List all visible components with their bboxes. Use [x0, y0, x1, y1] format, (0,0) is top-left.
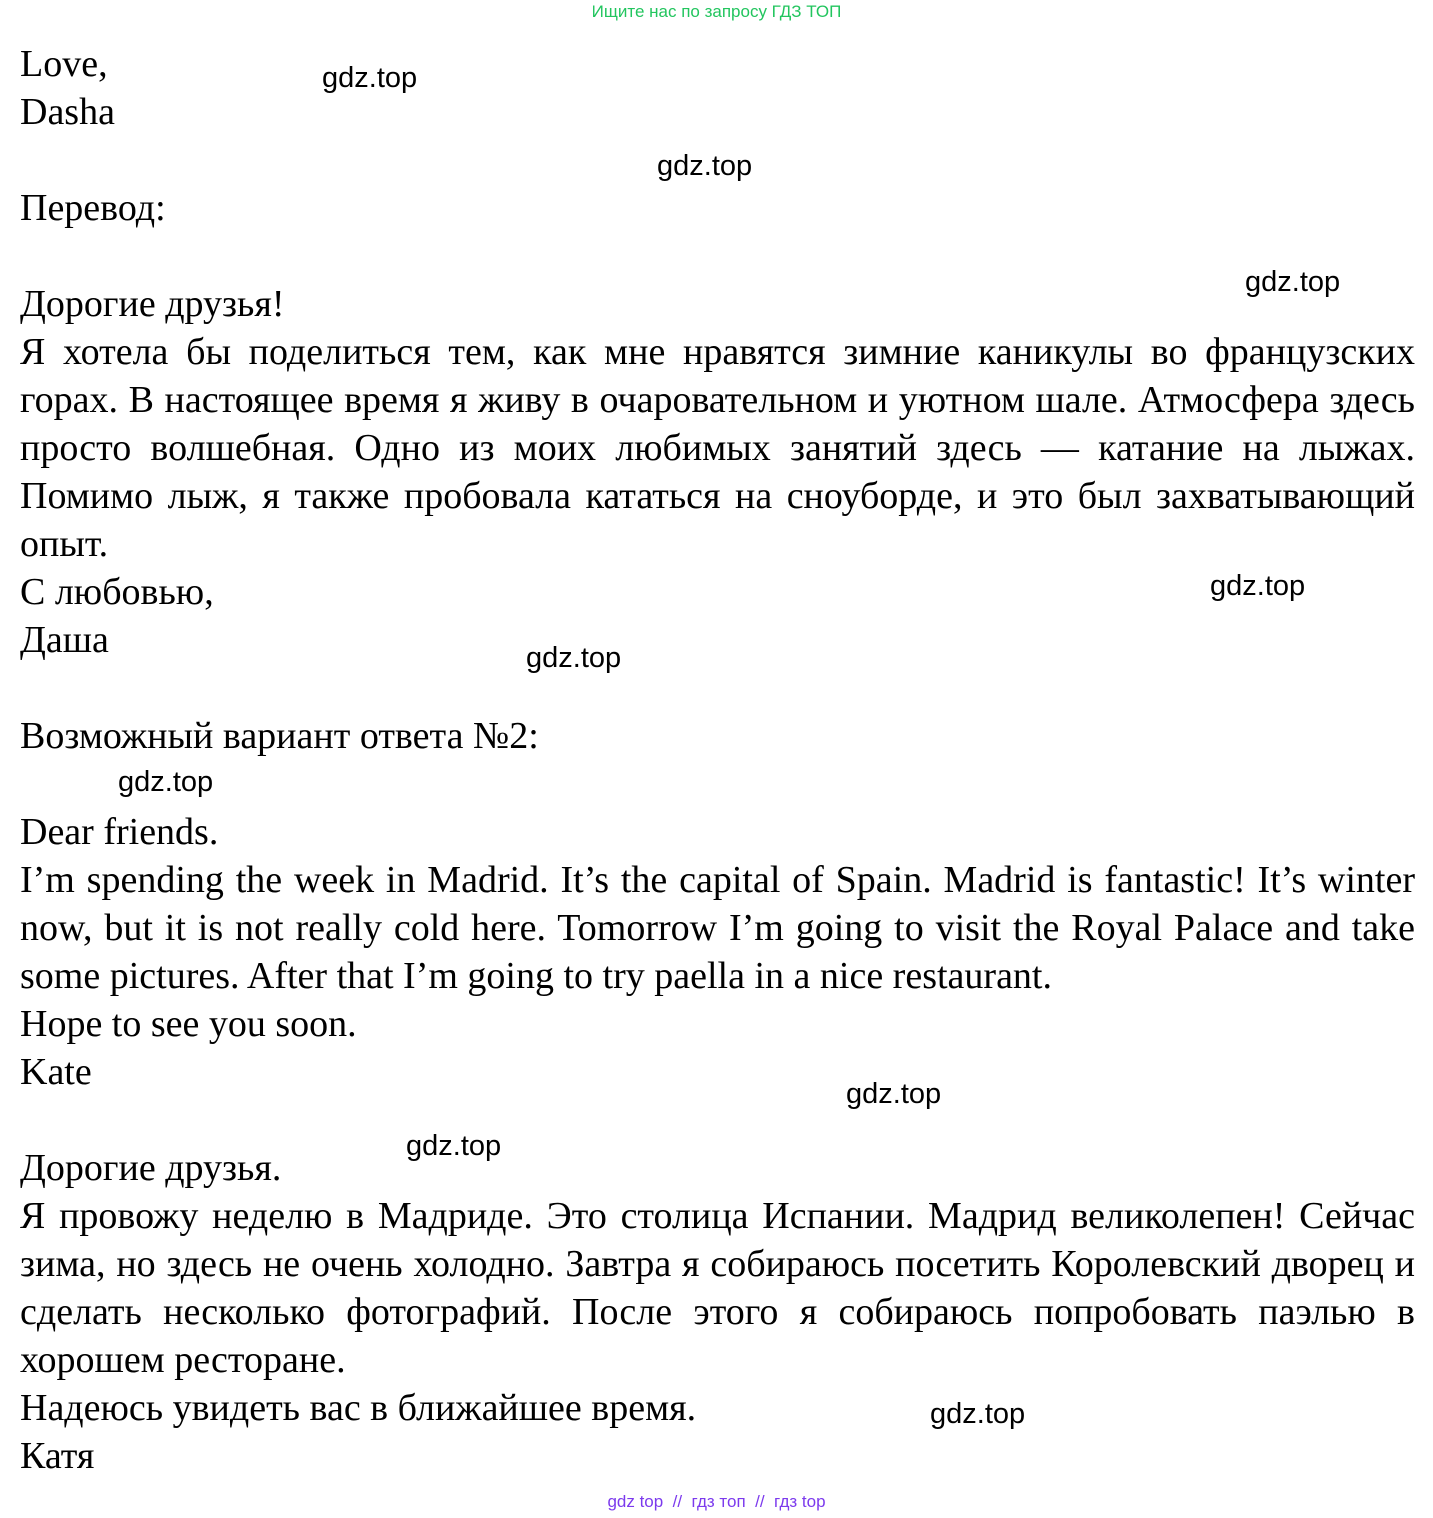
answer2-greeting: Dear friends.	[20, 811, 219, 853]
watermark: gdz.top	[322, 62, 418, 94]
answer2-signature: Kate	[20, 1051, 92, 1093]
answer2-closing: Hope to see you soon.	[20, 1003, 357, 1045]
translation2-closing: Надеюсь увидеть вас в ближайшее время.	[20, 1387, 697, 1429]
translation-signature: Даша	[20, 619, 109, 661]
answer2-heading: Возможный вариант ответа №2:	[20, 715, 539, 757]
translation-closing: С любовью,	[20, 571, 214, 613]
watermark: gdz.top	[1245, 266, 1341, 298]
watermark: gdz.top	[406, 1130, 502, 1162]
top-banner[interactable]: Ищите нас по запросу ГДЗ ТОП	[591, 2, 842, 21]
watermark: gdz.top	[657, 150, 753, 182]
translation-greeting: Дорогие друзья!	[20, 283, 285, 325]
answer2-body: I’m spending the week in Madrid. It’s the capital of Spain. Madrid is fantastic! It’s winter now, but it is not really cold here. Tomorrow I’m going to visit the Royal Palace and take some pictures. After that I’m going to try paella in a nice restaurant.	[20, 859, 1415, 997]
spacer	[20, 1096, 1415, 1144]
watermark: gdz.top	[526, 642, 622, 674]
watermark: gdz.top	[846, 1078, 942, 1110]
watermark: gdz.top	[930, 1398, 1026, 1430]
translation2-greeting: Дорогие друзья.	[20, 1147, 282, 1189]
bottom-footer[interactable]: gdz top // гдз топ // гдз top	[607, 1492, 826, 1511]
translation-heading: Перевод:	[20, 187, 166, 229]
spacer	[20, 232, 1415, 280]
letter-signature-en: Dasha	[20, 91, 115, 133]
document-body	[20, 40, 1415, 1480]
letter-closing-en: Love,	[20, 43, 108, 85]
translation-body: Я хотела бы поделиться тем, как мне нравятся зимние каникулы во французских горах. В настоящее время я живу в очаровательном и уютном шале. Атмосфера здесь просто волшебная. Одно из моих любимых занятий здесь — катание на лыжах. Помимо лыж, я также пробовала кататься на сноуборде, и это был захватывающий опыт.	[20, 331, 1415, 565]
translation2-signature: Катя	[20, 1435, 95, 1477]
watermark: gdz.top	[118, 766, 214, 798]
watermark: gdz.top	[1210, 570, 1306, 602]
spacer	[20, 664, 1415, 712]
spacer	[20, 760, 1415, 808]
translation2-body: Я провожу неделю в Мадриде. Это столица Испании. Мадрид великолепен! Сейчас зима, но здесь не очень холодно. Завтра я собираюсь посетить Королевский дворец и сделать несколько фотографий. После этого я собираюсь попробовать паэлью в хорошем ресторане.	[20, 1195, 1415, 1381]
